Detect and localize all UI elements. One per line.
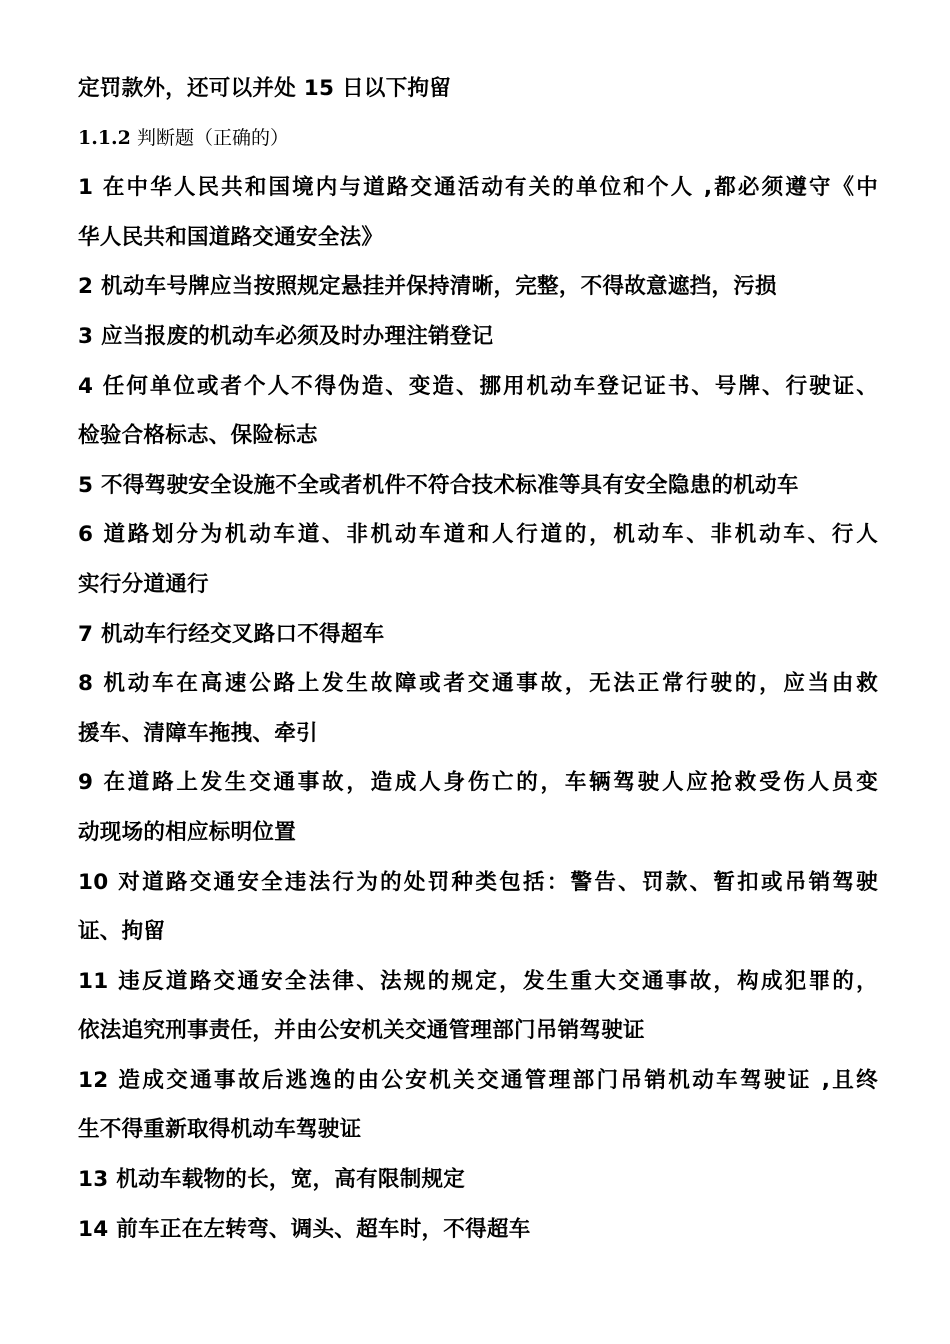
text-line: 6 道路划分为机动车道、非机动车道和人行道的，机动车、非机动车、行人 (78, 522, 878, 548)
intro-line: 定罚款外，还可以并处 15 日以下拘留 (78, 76, 452, 101)
text-line: 3 应当报废的机动车必须及时办理注销登记 (78, 323, 494, 349)
text-line: 8 机动车在高速公路上发生故障或者交通事故，无法正常行驶的，应当由救 (78, 671, 878, 697)
text-line: 12 造成交通事故后逃逸的由公安机关交通管理部门吊销机动车驾驶证 ,且终 (78, 1067, 878, 1093)
text-line: 1 在中华人民共和国境内与道路交通活动有关的单位和个人 ,都必须遵守《中 (78, 175, 878, 201)
text-line: 检验合格标志、保险标志 (78, 423, 318, 449)
text-line: 依法追究刑事责任，并由公安机关交通管理部门吊销驾驶证 (78, 1018, 645, 1044)
section-heading (78, 114, 878, 164)
text-line: 动现场的相应标明位置 (78, 819, 297, 845)
section-title: 判断题（正确的） (136, 126, 289, 149)
text-line: 生不得重新取得机动车驾驶证 (78, 1117, 362, 1143)
text-line: 2 机动车号牌应当按照规定悬挂并保持清晰，完整，不得故意遮挡，污损 (78, 274, 777, 300)
text-line: 13 机动车载物的长，宽，高有限制规定 (78, 1167, 466, 1193)
text-line: 援车、清障车拖拽、牵引 (78, 720, 318, 746)
document-page (78, 64, 878, 1254)
text-line: 4 任何单位或者个人不得伪造、变造、挪用机动车登记证书、号牌、行驶证、 (78, 373, 878, 399)
text-line: 5 不得驾驶安全设施不全或者机件不符合技术标准等具有安全隐患的机动车 (78, 472, 799, 498)
text-line: 华人民共和国道路交通安全法》 (78, 224, 384, 250)
text-line: 实行分道通行 (78, 571, 209, 597)
text-line: 11 违反道路交通安全法律、法规的规定，发生重大交通事故，构成犯罪的， (78, 968, 878, 994)
text-line: 14 前车正在左转弯、调头、超车时，不得超车 (78, 1216, 531, 1242)
text-line: 7 机动车行经交叉路口不得超车 (78, 621, 385, 647)
text-line: 9 在道路上发生交通事故，造成人身伤亡的，车辆驾驶人应抢救受伤人员变 (78, 770, 878, 796)
text-line: 10 对道路交通安全违法行为的处罚种类包括：警告、罚款、暂扣或吊销驾驶 (78, 869, 878, 895)
text-line: 证、拘留 (78, 919, 166, 945)
section-number: 1.1.2 (78, 126, 131, 149)
